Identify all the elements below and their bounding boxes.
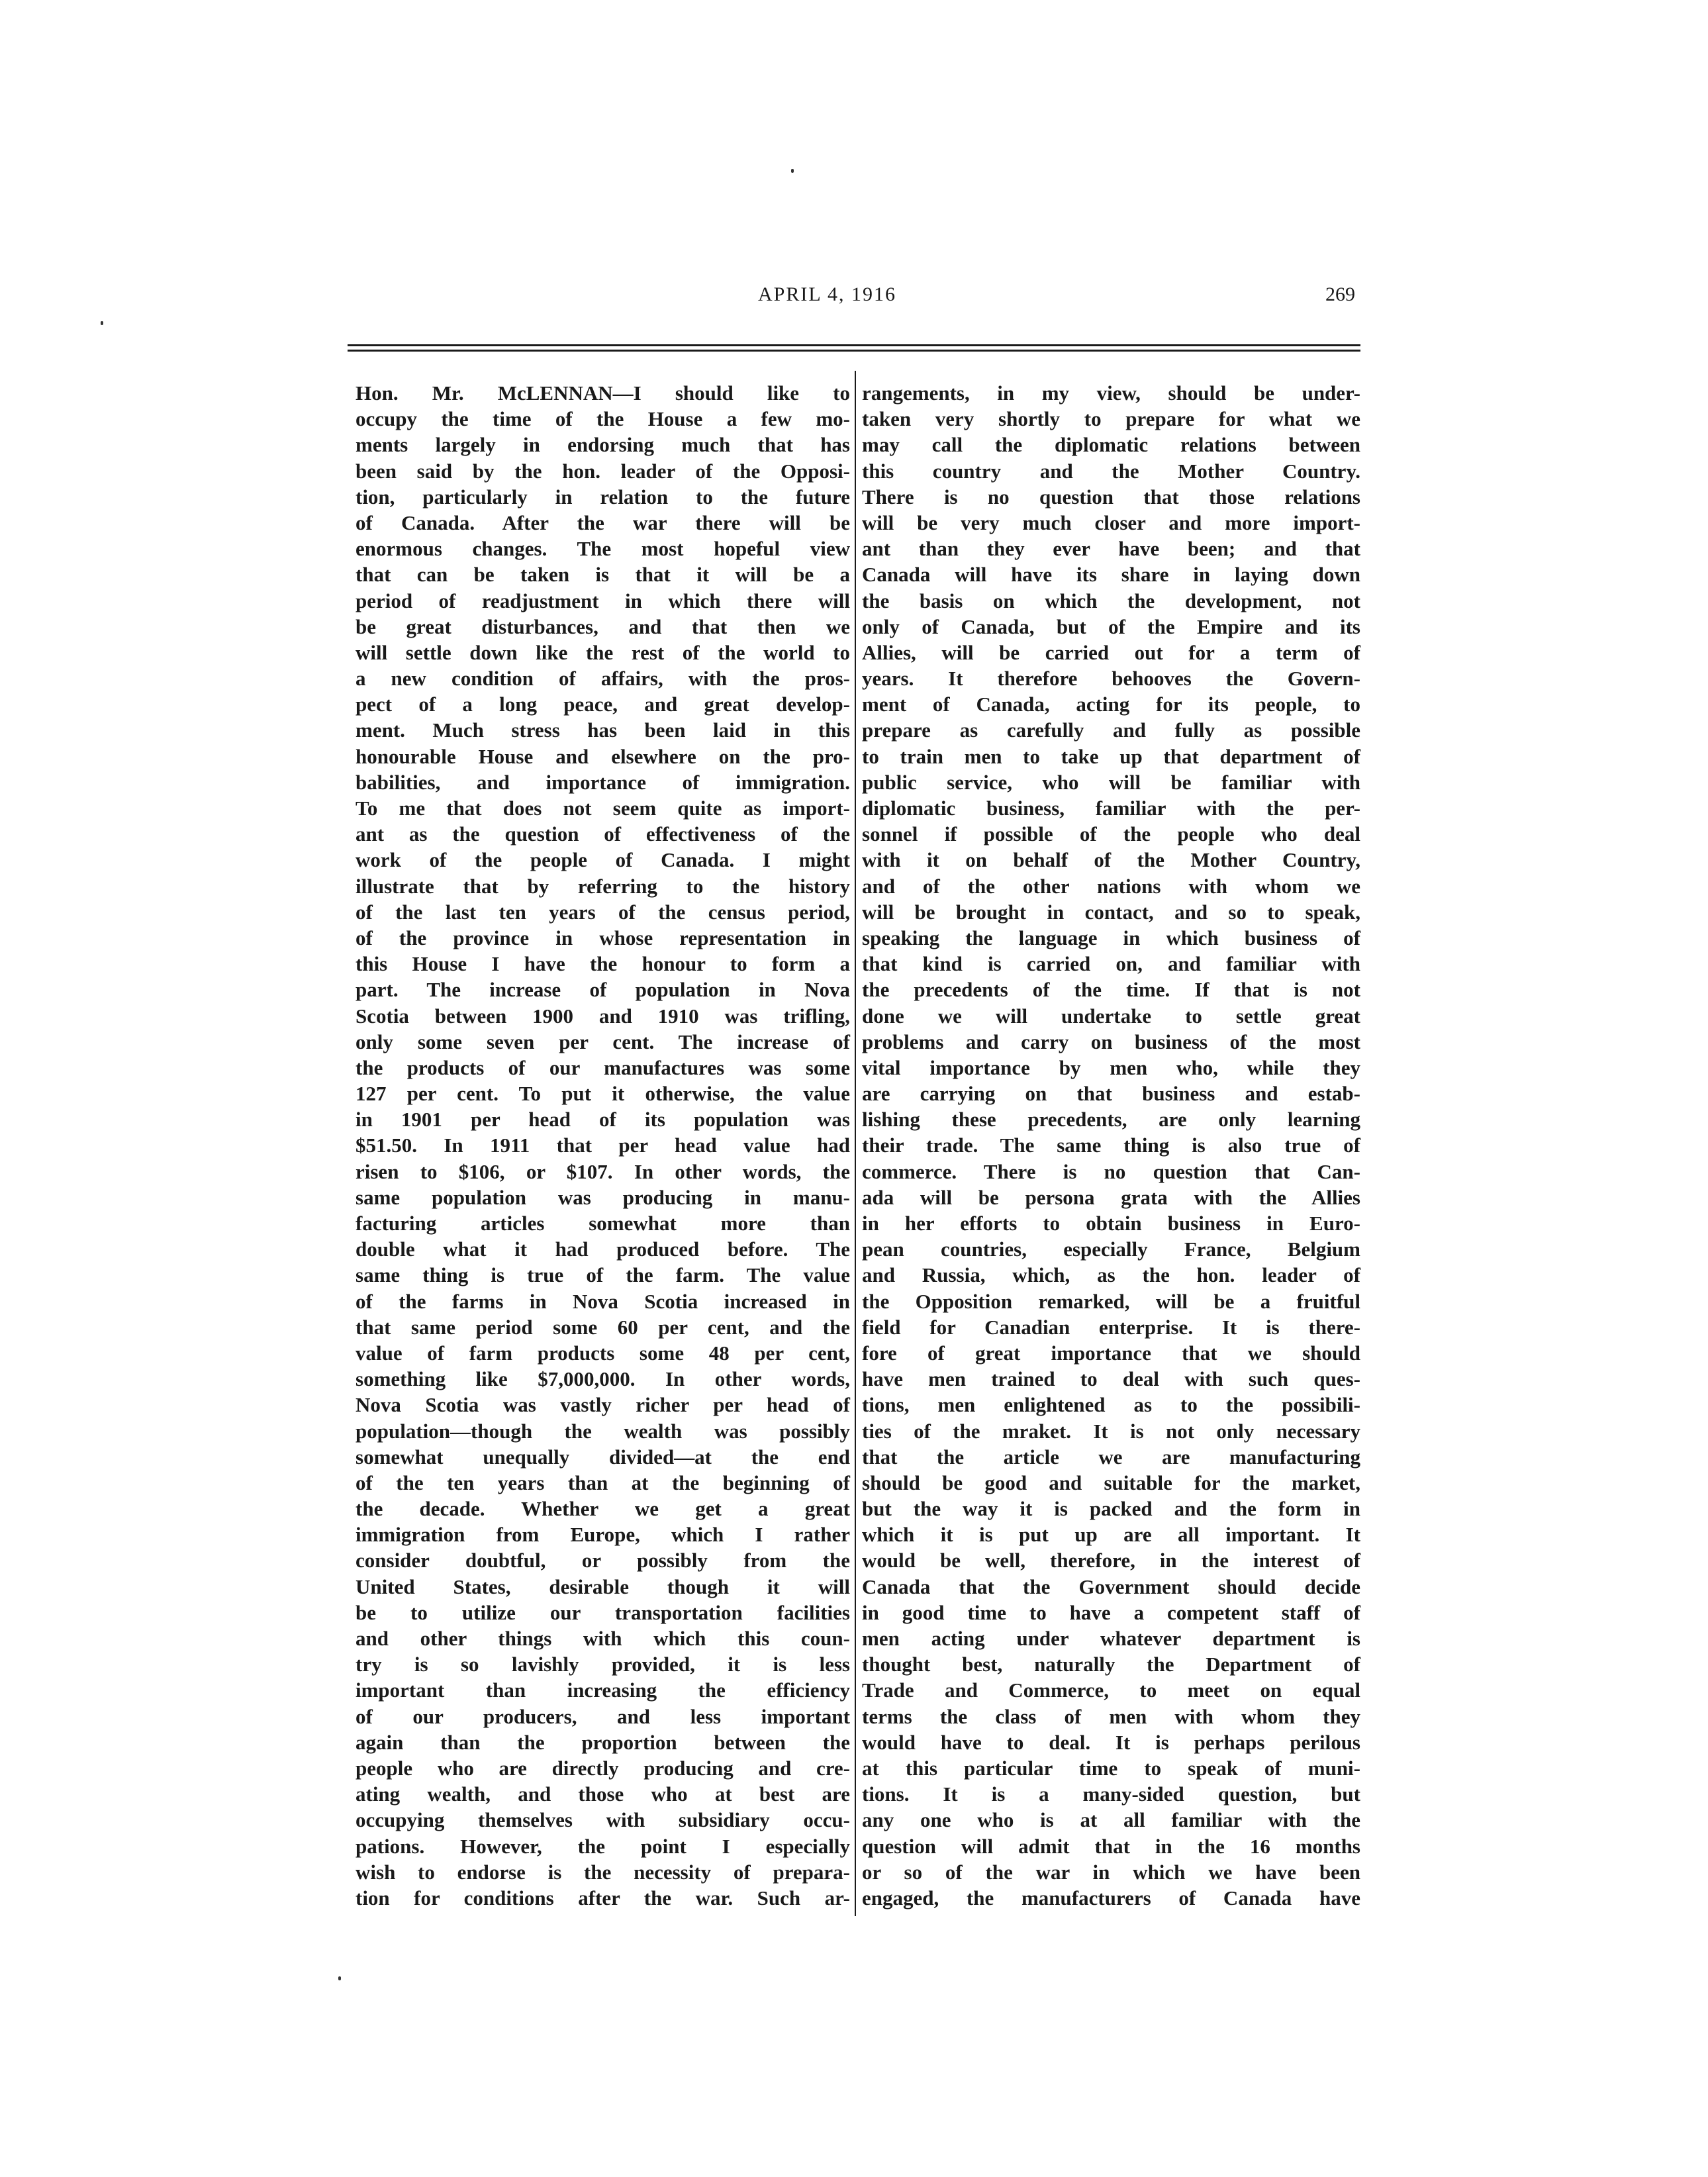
text-line: only some seven per cent. The increase of [356, 1030, 850, 1053]
text-line: would have to deal. It is perhaps perilous [862, 1730, 1360, 1754]
text-line: in good time to have a competent staff of [862, 1600, 1360, 1624]
text-line: at this particular time to speak of muni- [862, 1756, 1360, 1780]
text-line: vital importance by men who, while they [862, 1055, 1360, 1079]
text-line: United States, desirable though it will [356, 1574, 850, 1598]
text-line: people who are directly producing and cre- [356, 1756, 850, 1780]
column-divider [855, 371, 856, 1916]
text-line: that can be taken is that it will be a [356, 563, 850, 587]
text-line: the precedents of the time. If that is not [862, 978, 1360, 1002]
text-line: consider doubtful, or possibly from the [356, 1549, 850, 1572]
text-line: of the last ten years of the census period, [356, 900, 850, 924]
text-line: in her efforts to obtain business in Euro- [862, 1212, 1360, 1235]
text-line: occupying themselves with subsidiary occu- [356, 1808, 850, 1832]
text-line: of Canada. After the war there will be [356, 510, 850, 534]
text-line: tions. It is a many-sided question, but [862, 1782, 1360, 1806]
text-line: To me that does not seem quite as import- [356, 797, 850, 820]
text-line: of the farms in Nova Scotia increased in [356, 1289, 850, 1313]
text-line: men acting under whatever department is [862, 1627, 1360, 1650]
text-line: Canada will have its share in laying down [862, 563, 1360, 587]
text-line: would be well, therefore, in the interest of [862, 1549, 1360, 1572]
text-line: and of the other nations with whom we [862, 874, 1360, 898]
text-line: thought best, naturally the Department of [862, 1653, 1360, 1676]
text-line: lishing these precedents, are only learning [862, 1108, 1360, 1132]
text-line: ties of the mraket. It is not only necessary [862, 1419, 1360, 1443]
text-line: Hon. Mr. McLENNAN—I should like to [356, 381, 850, 405]
text-line: done we will undertake to settle great [862, 1004, 1360, 1028]
text-line: illustrate that by referring to the history [356, 874, 850, 898]
text-line: the products of our manufactures was some [356, 1055, 850, 1079]
text-line: wish to endorse is the necessity of prepara- [356, 1860, 850, 1884]
right-text-column [862, 380, 1360, 1911]
text-line: try is so lavishly provided, it is less [356, 1653, 850, 1676]
text-line: public service, who will be familiar with [862, 770, 1360, 794]
text-line: the basis on which the development, not [862, 589, 1360, 612]
text-line: somewhat unequally divided—at the end [356, 1445, 850, 1469]
text-line: terms the class of men with whom they [862, 1704, 1360, 1728]
text-line: Scotia between 1900 and 1910 was trifling, [356, 1004, 850, 1028]
text-line: same population was producing in manu- [356, 1185, 850, 1209]
text-line: sonnel if possible of the people who deal [862, 822, 1360, 846]
text-line: occupy the time of the House a few mo- [356, 407, 850, 431]
text-line: a new condition of affairs, with the pros- [356, 667, 850, 691]
header-rule-bottom [348, 350, 1360, 352]
text-line: ments largely in endorsing much that has [356, 433, 850, 457]
text-line: of the province in whose representation in [356, 926, 850, 949]
text-line: years. It therefore behooves the Govern- [862, 667, 1360, 691]
text-line: the decade. Whether we get a great [356, 1497, 850, 1521]
text-line: tion for conditions after the war. Such ar- [356, 1886, 850, 1910]
text-line: something like $7,000,000. In other words, [356, 1367, 850, 1391]
text-line: will be very much closer and more import- [862, 510, 1360, 534]
text-line: work of the people of Canada. I might [356, 848, 850, 872]
text-line: immigration from Europe, which I rather [356, 1523, 850, 1547]
text-line: commerce. There is no question that Can- [862, 1159, 1360, 1183]
text-line: that same period some 60 per cent, and the [356, 1315, 850, 1339]
scan-speck [338, 1976, 341, 1980]
text-line: have men trained to deal with such ques- [862, 1367, 1360, 1391]
page-header-date: APRIL 4, 1916 [758, 283, 897, 305]
left-text-column [356, 380, 850, 1911]
text-line: to train men to take up that department of [862, 744, 1360, 768]
text-line: will be brought in contact, and so to speak, [862, 900, 1360, 924]
text-line: diplomatic business, familiar with the per- [862, 797, 1360, 820]
text-line: question will admit that in the 16 months [862, 1834, 1360, 1858]
text-line: Allies, will be carried out for a term of [862, 640, 1360, 664]
text-line: risen to $106, or $107. In other words, the [356, 1159, 850, 1183]
text-line: Canada that the Government should decide [862, 1574, 1360, 1598]
text-line: be great disturbances, and that then we [356, 614, 850, 638]
text-line: may call the diplomatic relations between [862, 433, 1360, 457]
text-line: pations. However, the point I especially [356, 1834, 850, 1858]
text-line: or so of the war in which we have been [862, 1860, 1360, 1884]
text-line: any one who is at all familiar with the [862, 1808, 1360, 1832]
text-line: which it is put up are all important. It [862, 1523, 1360, 1547]
text-line: been said by the hon. leader of the Opposi- [356, 459, 850, 483]
scan-speck [101, 321, 103, 325]
text-line: of the ten years than at the beginning of [356, 1471, 850, 1494]
text-line: same thing is true of the farm. The value [356, 1263, 850, 1287]
text-line: problems and carry on business of the most [862, 1030, 1360, 1053]
text-line: enormous changes. The most hopeful view [356, 537, 850, 561]
text-line: should be good and suitable for the market, [862, 1471, 1360, 1494]
page-number: 269 [1325, 283, 1355, 305]
text-line: important than increasing the efficiency [356, 1678, 850, 1702]
text-line: but the way it is packed and the form in [862, 1497, 1360, 1521]
text-line: babilities, and importance of immigration. [356, 770, 850, 794]
text-line: their trade. The same thing is also true of [862, 1134, 1360, 1157]
scan-speck [791, 169, 794, 173]
text-line: and other things with which this coun- [356, 1627, 850, 1650]
text-line: again than the proportion between the [356, 1730, 850, 1754]
text-line: pect of a long peace, and great develop- [356, 693, 850, 716]
text-line: rangements, in my view, should be under- [862, 381, 1360, 405]
text-line: fore of great importance that we should [862, 1341, 1360, 1365]
text-line: ment. Much stress has been laid in this [356, 718, 850, 742]
text-line: ating wealth, and those who at best are [356, 1782, 850, 1806]
text-line: tions, men enlightened as to the possibili- [862, 1393, 1360, 1417]
text-line: are carrying on that business and estab- [862, 1082, 1360, 1106]
text-line: value of farm products some 48 per cent, [356, 1341, 850, 1365]
text-line: facturing articles somewhat more than [356, 1212, 850, 1235]
text-line: this country and the Mother Country. [862, 459, 1360, 483]
text-line: tion, particularly in relation to the future [356, 485, 850, 508]
text-line: ant as the question of effectiveness of the [356, 822, 850, 846]
text-line: Trade and Commerce, to meet on equal [862, 1678, 1360, 1702]
text-line: with it on behalf of the Mother Country, [862, 848, 1360, 872]
text-line: honourable House and elsewhere on the pro- [356, 744, 850, 768]
text-line: There is no question that those relations [862, 485, 1360, 508]
text-line: ant than they ever have been; and that [862, 537, 1360, 561]
text-line: will settle down like the rest of the world to [356, 640, 850, 664]
text-line: part. The increase of population in Nova [356, 978, 850, 1002]
text-line: double what it had produced before. The [356, 1237, 850, 1261]
text-line: be to utilize our transportation facilities [356, 1600, 850, 1624]
text-line: 127 per cent. To put it otherwise, the value [356, 1082, 850, 1106]
text-line: the Opposition remarked, will be a fruitful [862, 1289, 1360, 1313]
text-line: period of readjustment in which there will [356, 589, 850, 612]
text-line: $51.50. In 1911 that per head value had [356, 1134, 850, 1157]
text-line: taken very shortly to prepare for what we [862, 407, 1360, 431]
text-line: and Russia, which, as the hon. leader of [862, 1263, 1360, 1287]
text-line: of our producers, and less important [356, 1704, 850, 1728]
text-line: in 1901 per head of its population was [356, 1108, 850, 1132]
text-line: Nova Scotia was vastly richer per head of [356, 1393, 850, 1417]
text-line: only of Canada, but of the Empire and its [862, 614, 1360, 638]
text-line: pean countries, especially France, Belgium [862, 1237, 1360, 1261]
text-line: ada will be persona grata with the Allies [862, 1185, 1360, 1209]
text-line: prepare as carefully and fully as possible [862, 718, 1360, 742]
text-line: population—though the wealth was possibly [356, 1419, 850, 1443]
text-line: that kind is carried on, and familiar with [862, 952, 1360, 976]
header-rule-top [348, 344, 1360, 346]
text-line: this House I have the honour to form a [356, 952, 850, 976]
text-line: field for Canadian enterprise. It is there- [862, 1315, 1360, 1339]
text-line: that the article we are manufacturing [862, 1445, 1360, 1469]
text-line: engaged, the manufacturers of Canada have [862, 1886, 1360, 1910]
text-line: ment of Canada, acting for its people, to [862, 693, 1360, 716]
text-line: speaking the language in which business of [862, 926, 1360, 949]
